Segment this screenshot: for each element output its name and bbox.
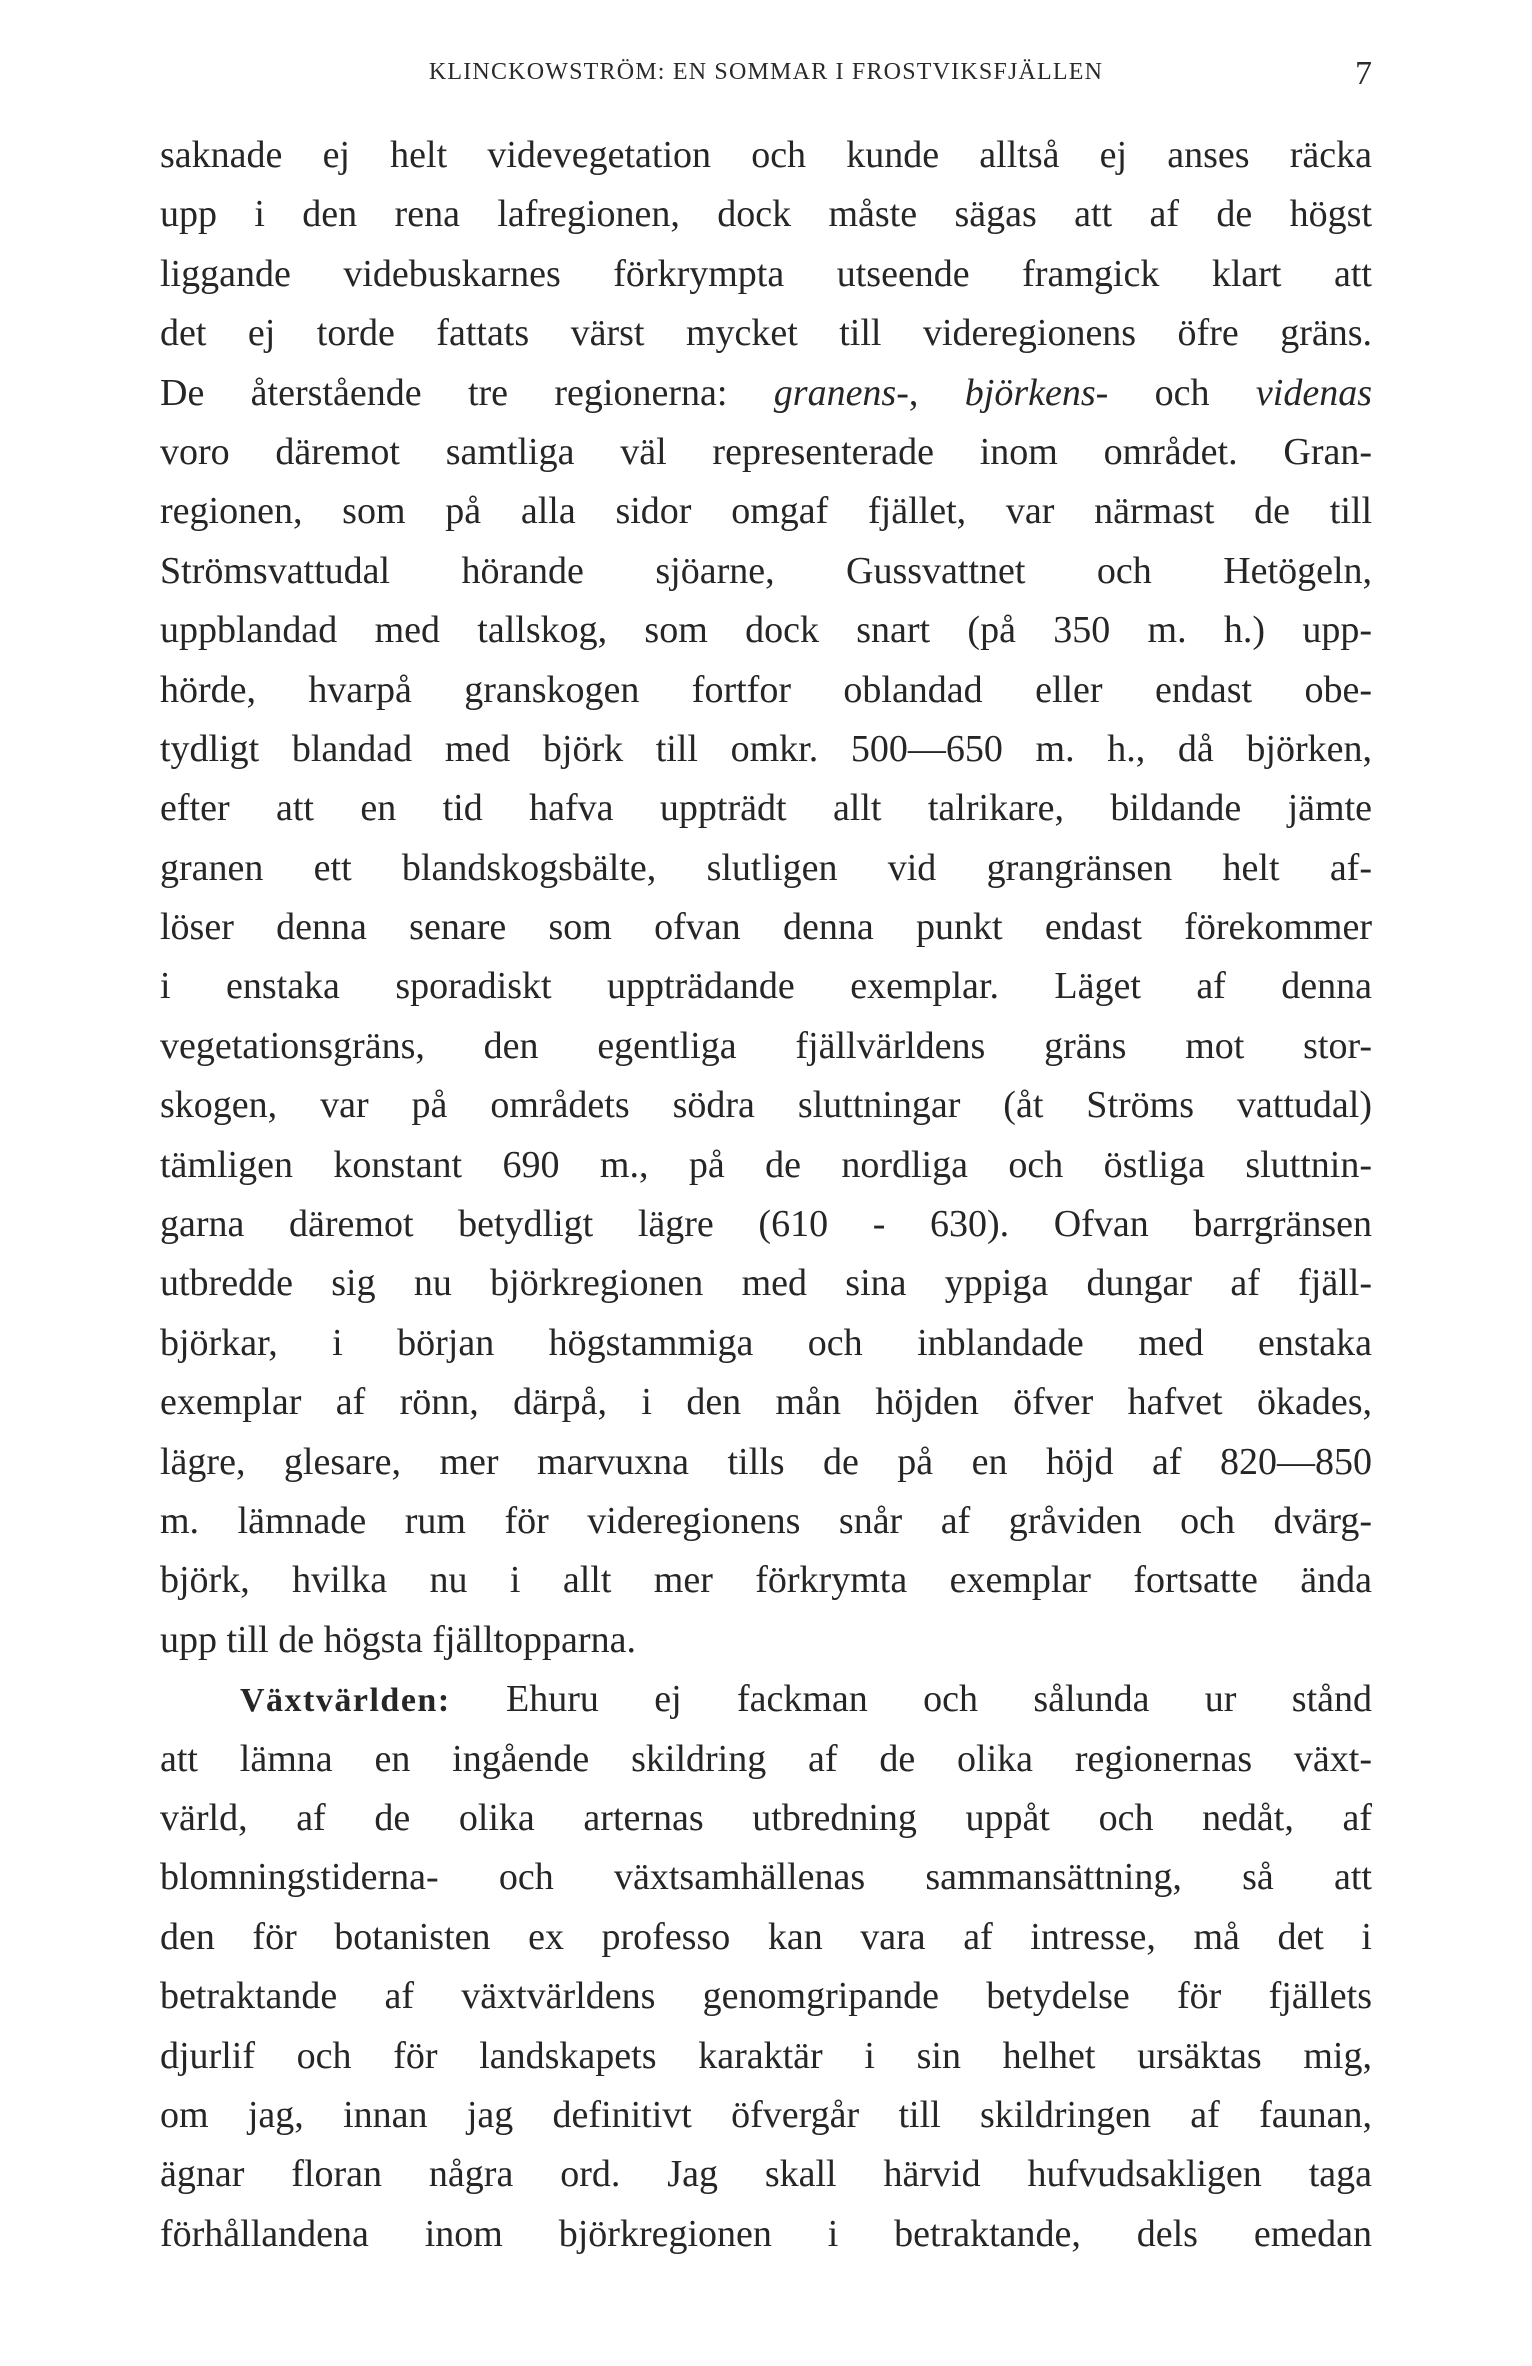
italic-term-videnas: videnas: [1255, 371, 1372, 414]
text-line: regionen, som på alla sidor omgaf fjället, var närmast de till: [160, 490, 1372, 533]
text-line: hörde, hvarpå granskogen fortfor oblandad eller endast obe-: [160, 668, 1372, 711]
text-line: utbredde sig nu björkregionen med sina yppiga dungar af fjäll-: [160, 1262, 1372, 1305]
text-line: Strömsvattudal hörande sjöarne, Gussvattnet och Hetögeln,: [160, 549, 1372, 592]
text-line: blomningstiderna- och växtsamhällenas sammansättning, så att: [160, 1856, 1372, 1899]
text-line: björk, hvilka nu i allt mer förkrymta exemplar fortsatte ända: [160, 1559, 1372, 1602]
text-line: det ej torde fattats värst mycket till videregionens öfre gräns.: [160, 312, 1372, 355]
text-line: garna däremot betydligt lägre (610 - 630). Ofvan barrgränsen: [160, 1203, 1372, 1246]
text-line: efter att en tid hafva uppträdt allt talrikare, bildande jämte: [160, 787, 1372, 830]
text-line: saknade ej helt videvegetation och kunde alltså ej anses räcka: [160, 134, 1372, 176]
italic-term-granens: granens-: [773, 371, 909, 414]
section-heading: Växtvärlden:: [240, 1682, 451, 1720]
paragraph-end-line: upp till de högsta fjälltopparna.: [160, 1618, 636, 1661]
running-head: [160, 52, 1372, 92]
text-line: m. lämnade rum för videregionens snår af gråviden och dvärg-: [160, 1499, 1372, 1542]
text-line: [160, 364, 1372, 423]
text-line: [160, 1670, 1372, 1729]
text-line: liggande videbuskarnes förkrympta utseende framgick klart att: [160, 252, 1372, 295]
text-line: björkar, i början högstammiga och inblandade med enstaka: [160, 1321, 1372, 1364]
text-line: värld, af de olika arternas utbredning uppåt och nedåt, af: [160, 1796, 1372, 1839]
text-line: lägre, glesare, mer marvuxna tills de på en höjd af 820—850: [160, 1440, 1372, 1483]
text-line: vegetationsgräns, den egentliga fjällvärldens gräns mot stor-: [160, 1024, 1372, 1067]
text-line: skogen, var på områdets södra sluttningar (åt Ströms vattudal): [160, 1084, 1372, 1127]
text-line: tämligen konstant 690 m., på de nordliga och östliga sluttnin-: [160, 1143, 1372, 1186]
line-text: ,: [908, 371, 965, 414]
text-line: betraktande af växtvärldens genomgripande betydelse för fjällets: [160, 1975, 1372, 2018]
page-number: 7: [1355, 55, 1372, 92]
text-line: ägnar floran några ord. Jag skall härvid hufvudsakligen taga: [160, 2153, 1372, 2196]
line-text: De återstående tre regionerna:: [160, 371, 774, 414]
text-line: den för botanisten ex professo kan vara af intresse, må det i: [160, 1915, 1372, 1958]
text-line: voro däremot samtliga väl representerade inom området. Gran-: [160, 430, 1372, 473]
italic-term-bjorkens: björkens-: [964, 371, 1109, 414]
text-line: löser denna senare som ofvan denna punkt endast förekommer: [160, 906, 1372, 949]
text-line: förhållandena inom björkregionen i betraktande, dels emedan: [160, 2212, 1372, 2255]
text-line: om jag, innan jag definitivt öfvergår till skildringen af faunan,: [160, 2093, 1372, 2136]
text-line: tydligt blandad med björk till omkr. 500—650 m. h., då björken,: [160, 727, 1372, 770]
line-text: Ehuru ej fackman och sålunda ur stånd: [450, 1678, 1372, 1721]
running-title: KLINCKOWSTRÖM: EN SOMMAR I FROSTVIKSFJÄLLEN: [428, 59, 1104, 85]
text-line: att lämna en ingående skildring af de olika regionernas växt-: [160, 1737, 1372, 1780]
text-line: uppblandad med tallskog, som dock snart (på 350 m. h.) upp-: [160, 609, 1372, 652]
body-text: [160, 126, 1372, 2264]
text-line: djurlif och för landskapets karaktär i sin helhet ursäktas mig,: [160, 2034, 1372, 2077]
text-line: granen ett blandskogsbälte, slutligen vid grangränsen helt af-: [160, 846, 1372, 889]
text-line: upp i den rena lafregionen, dock måste sägas att af de högst: [160, 193, 1372, 236]
text-line: i enstaka sporadiskt uppträdande exemplar. Läget af denna: [160, 965, 1372, 1008]
text-line: exemplar af rönn, därpå, i den mån höjden öfver hafvet ökades,: [160, 1381, 1372, 1424]
line-text: och: [1108, 371, 1256, 414]
